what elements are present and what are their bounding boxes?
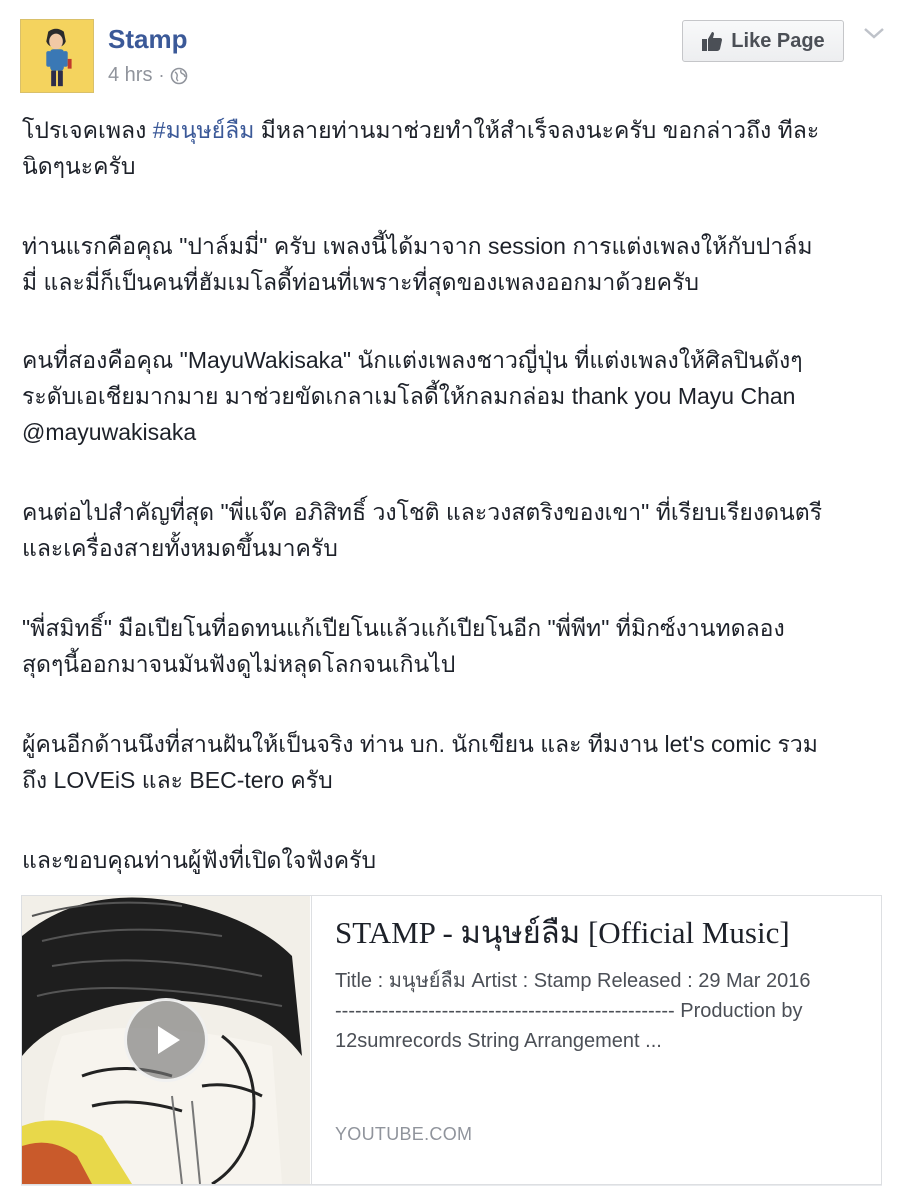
post-paragraph-2 — [22, 228, 878, 300]
thumbs-up-icon — [701, 30, 723, 52]
post-paragraph-4 — [22, 494, 878, 566]
post-paragraph-3 — [22, 342, 878, 450]
hashtag-link[interactable]: #มนุษย์ลืม — [152, 117, 255, 143]
link-preview-card[interactable] — [21, 895, 882, 1185]
post-line: @mayuwakisaka — [22, 419, 197, 445]
post-line: และเครื่องสายทั้งหมดขึ้นมาครับ — [22, 535, 338, 561]
like-page-label: Like Page — [731, 29, 825, 52]
desc-line: 12sumrecords String Arrangement ... — [335, 1030, 662, 1052]
post-line: สุดๆนี้ออกมาจนมันฟังดูไม่หลุดโลกจนเกินไป — [22, 651, 456, 677]
globe-icon — [170, 67, 188, 85]
meta-separator: · — [158, 65, 165, 85]
post-line: คนต่อไปสำคัญที่สุด "พี่แจ๊ค อภิสิทธิ์ วงโชติ และวงสตริงของเขา" ที่เรียบเรียงดนตรี — [22, 499, 823, 525]
avatar-illustration — [21, 20, 93, 92]
post-line: ถึง LOVEiS และ BEC-tero ครับ — [22, 767, 333, 793]
play-icon[interactable] — [124, 998, 208, 1082]
like-page-button[interactable] — [682, 20, 844, 62]
chevron-down-icon[interactable] — [862, 26, 886, 40]
link-card-description — [335, 966, 859, 1056]
post-line — [22, 112, 878, 148]
post-timestamp[interactable]: 4 hrs — [108, 64, 153, 86]
post-line: "พี่สมิทธิ์" มือเปียโนที่อดทนแก้เปียโนแล้วแก้เปียโนอีก "พี่พีท" ที่มิกซ์งานทดลอง — [22, 615, 785, 641]
post-line: นิดๆนะครับ — [22, 153, 136, 179]
post-paragraph-7 — [22, 842, 878, 878]
post-line: และขอบคุณท่านผู้ฟังที่เปิดใจฟังครับ — [22, 847, 377, 873]
text-span: โปรเจคเพลง — [22, 117, 153, 143]
link-card-source: YOUTUBE.COM — [335, 1124, 473, 1144]
link-card-info[interactable] — [311, 896, 881, 1184]
page-name-link[interactable]: Stamp — [108, 24, 188, 54]
page-avatar[interactable] — [20, 19, 94, 93]
post-line: มี่ และมี่ก็เป็นคนที่ฮัมเมโลดี้ท่อนที่เพราะที่สุดของเพลงออกมาด้วยครับ — [22, 269, 700, 295]
desc-line: Title : มนุษย์ลืม Artist : Stamp Released : 29 Mar 2016 — [335, 970, 811, 992]
text-span: มีหลายท่านมาช่วยทำให้สำเร็จลงนะครับ ขอกล่าวถึง ทีละ — [254, 117, 820, 143]
desc-line: --------------------------------------------------- Production by — [335, 1000, 803, 1022]
post-paragraph-6 — [22, 726, 878, 798]
link-card-title[interactable]: STAMP - มนุษย์ลืม [Official Music] — [335, 915, 790, 950]
video-thumbnail[interactable] — [22, 896, 310, 1184]
post-line: คนที่สองคือคุณ "MayuWakisaka" นักแต่งเพลงชาวญี่ปุ่น ที่แต่งเพลงให้ศิลปินดังๆ — [22, 347, 803, 373]
post-line: ท่านแรกคือคุณ "ปาล์มมี่" ครับ เพลงนี้ได้มาจาก session การแต่งเพลงให้กับปาล์ม — [22, 233, 813, 259]
post-paragraph-5 — [22, 610, 878, 682]
post-paragraph-1 — [22, 112, 878, 184]
post-line: ผู้คนอีกด้านนึงที่สานฝันให้เป็นจริง ท่าน บก. นักเขียน และ ทีมงาน let's comic รวม — [22, 731, 818, 757]
post-meta — [108, 64, 188, 87]
play-triangle — [146, 1020, 186, 1060]
post-line: ระดับเอเชียมากมาย มาช่วยขัดเกลาเมโลดี้ให้กลมกล่อม thank you Mayu Chan — [22, 383, 796, 409]
